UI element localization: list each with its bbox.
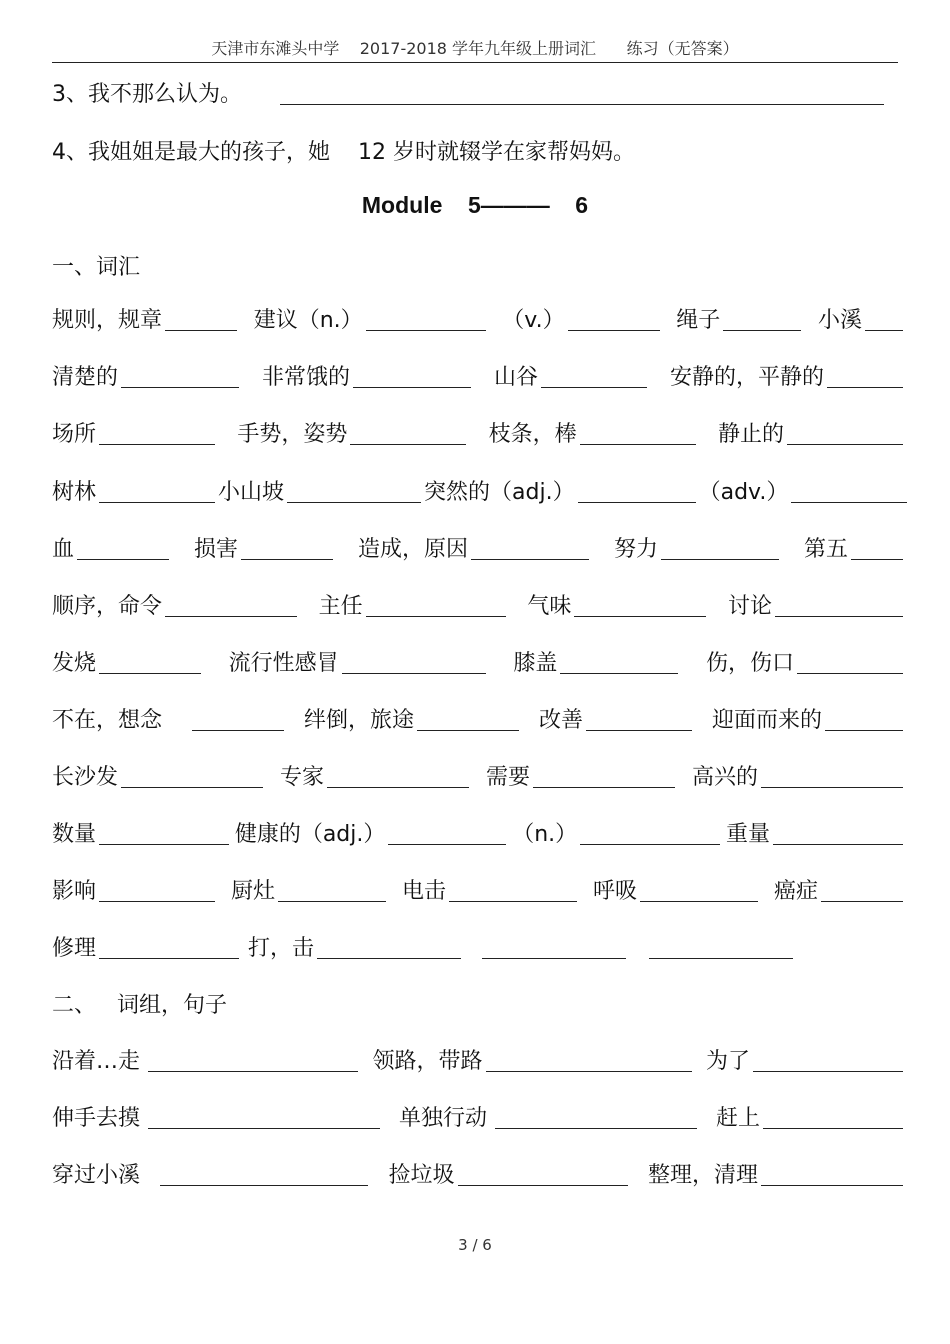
vocab-label: 山谷	[493, 365, 538, 390]
answer-blank[interactable]	[578, 502, 696, 503]
answer-blank[interactable]	[827, 387, 903, 388]
vocab-row	[52, 761, 906, 793]
phrase-row	[52, 1102, 906, 1134]
answer-blank[interactable]	[342, 673, 486, 674]
vocab-label: 电击	[401, 879, 446, 904]
answer-blank[interactable]	[482, 958, 626, 959]
answer-blank[interactable]	[533, 787, 675, 788]
vocab-label: 枝条，棒	[488, 422, 577, 447]
answer-blank[interactable]	[449, 901, 577, 902]
answer-blank[interactable]	[99, 844, 229, 845]
answer-blank[interactable]	[148, 1071, 358, 1072]
sentence-3	[52, 78, 906, 110]
answer-blank[interactable]	[560, 673, 678, 674]
answer-blank[interactable]	[278, 901, 386, 902]
answer-blank[interactable]	[99, 901, 215, 902]
answer-blank[interactable]	[865, 330, 903, 331]
answer-blank[interactable]	[761, 1185, 903, 1186]
vocab-label: 小溪	[817, 308, 862, 333]
answer-blank[interactable]	[649, 958, 793, 959]
answer-blank[interactable]	[165, 616, 297, 617]
answer-blank[interactable]	[317, 958, 461, 959]
vocab-label: 影响	[52, 879, 97, 904]
sentence-3-text: 3、我不那么认为。	[52, 82, 242, 107]
vocab-label: 非常饿的	[261, 365, 350, 390]
vocab-label: 呼吸	[592, 879, 637, 904]
answer-blank[interactable]	[121, 387, 239, 388]
phrase-label: 单独行动	[398, 1106, 487, 1131]
answer-blank[interactable]	[791, 502, 907, 503]
vocab-label: 静止的	[717, 422, 784, 447]
vocab-row	[52, 361, 906, 393]
answer-blank[interactable]	[99, 444, 215, 445]
vocab-label: 数量	[52, 822, 97, 847]
answer-blank[interactable]	[586, 730, 692, 731]
vocab-label: 建议（n.）	[253, 308, 363, 333]
vocab-label: 流行性感冒	[228, 651, 339, 676]
answer-blank[interactable]	[640, 901, 758, 902]
vocab-label: 发烧	[52, 651, 97, 676]
vocab-label: 讨论	[727, 594, 772, 619]
answer-blank[interactable]	[280, 104, 884, 105]
phrase-label: 沿着…走	[52, 1049, 141, 1074]
vocab-row	[52, 476, 906, 508]
phrase-label: 领路，带路	[372, 1049, 483, 1074]
answer-blank[interactable]	[787, 444, 903, 445]
vocab-label: 迎面而来的	[711, 708, 822, 733]
vocab-label: 清楚的	[52, 365, 119, 390]
vocab-label: 主任	[318, 594, 363, 619]
answer-blank[interactable]	[486, 1071, 692, 1072]
sentence-4	[52, 136, 906, 168]
vocab-label: 第五	[803, 537, 848, 562]
sentence-4-text-a: 4、我姐姐是最大的孩子，她	[52, 140, 330, 165]
phrase-label: 赶上	[715, 1106, 760, 1131]
answer-blank[interactable]	[574, 616, 706, 617]
answer-blank[interactable]	[773, 844, 903, 845]
vocab-label: 小山坡	[218, 480, 285, 505]
answer-blank[interactable]	[471, 559, 589, 560]
vocab-label: 损害	[193, 537, 238, 562]
page-header: 天津市东滩头中学 2017-2018 学年九年级上册词汇 练习（无答案）	[211, 39, 739, 58]
section-phrases-title: 二、 词组，句子	[52, 993, 227, 1018]
vocab-row	[52, 304, 906, 336]
answer-blank[interactable]	[417, 730, 519, 731]
answer-blank[interactable]	[775, 616, 903, 617]
vocab-label: 血	[52, 537, 75, 562]
phrase-label: 捡垃圾	[388, 1163, 455, 1188]
answer-blank[interactable]	[366, 616, 506, 617]
answer-blank[interactable]	[541, 387, 647, 388]
vocab-label: 绳子	[676, 308, 721, 333]
vocab-row	[52, 818, 906, 850]
vocab-label: 改善	[538, 708, 583, 733]
answer-blank[interactable]	[763, 1128, 903, 1129]
answer-blank[interactable]	[350, 444, 466, 445]
phrase-label: 为了	[705, 1049, 750, 1074]
vocab-label: 修理	[52, 936, 97, 961]
answer-blank[interactable]	[160, 1185, 368, 1186]
vocab-label: 规则，规章	[52, 308, 163, 333]
vocab-row	[52, 647, 906, 679]
answer-blank[interactable]	[825, 730, 903, 731]
vocab-label: 重量	[725, 822, 770, 847]
answer-blank[interactable]	[353, 387, 471, 388]
answer-blank[interactable]	[366, 330, 486, 331]
phrase-label: 穿过小溪	[52, 1163, 141, 1188]
answer-blank[interactable]	[753, 1071, 903, 1072]
answer-blank[interactable]	[192, 730, 284, 731]
page-number: 3 / 6	[458, 1236, 492, 1254]
vocab-row	[52, 704, 906, 736]
vocab-label: 树林	[52, 480, 97, 505]
answer-blank[interactable]	[148, 1128, 380, 1129]
answer-blank[interactable]	[661, 559, 779, 560]
vocab-label: 努力	[613, 537, 658, 562]
answer-blank[interactable]	[99, 958, 239, 959]
answer-blank[interactable]	[723, 330, 801, 331]
vocab-label: 癌症	[773, 879, 818, 904]
vocab-label: 造成，原因	[357, 537, 468, 562]
section-vocabulary-title: 一、词汇	[52, 255, 141, 280]
answer-blank[interactable]	[580, 844, 720, 845]
phrase-row	[52, 1159, 906, 1191]
vocab-label: 气味	[527, 594, 572, 619]
answer-blank[interactable]	[165, 330, 237, 331]
answer-blank[interactable]	[121, 787, 263, 788]
answer-blank[interactable]	[241, 559, 333, 560]
answer-blank[interactable]	[851, 559, 903, 560]
vocab-label: 专家	[279, 765, 324, 790]
vocab-label: （v.）	[502, 308, 565, 333]
phrase-label: 伸手去摸	[52, 1106, 141, 1131]
answer-blank[interactable]	[388, 844, 506, 845]
vocab-label: 高兴的	[691, 765, 758, 790]
vocab-label: 长沙发	[52, 765, 119, 790]
vocab-label: 顺序，命令	[52, 594, 163, 619]
vocab-label: 健康的（adj.）	[234, 822, 386, 847]
vocab-row	[52, 932, 906, 964]
vocab-label: 安静的，平静的	[669, 365, 824, 390]
vocab-row	[52, 875, 906, 907]
answer-blank[interactable]	[99, 673, 201, 674]
vocab-label: 膝盖	[513, 651, 558, 676]
sentence-4-text-b: 12 岁时就辍学在家帮妈妈。	[358, 140, 635, 165]
vocab-row	[52, 590, 906, 622]
vocab-label: （n.）	[512, 822, 578, 847]
vocab-label: 伤，伤口	[705, 651, 794, 676]
vocab-label: 场所	[52, 422, 97, 447]
vocab-label: 突然的（adj.）	[424, 480, 575, 505]
header-rule	[52, 62, 898, 63]
vocab-row	[52, 533, 906, 565]
answer-blank[interactable]	[761, 787, 903, 788]
answer-blank[interactable]	[568, 330, 660, 331]
answer-blank[interactable]	[99, 502, 215, 503]
vocab-label: 需要	[485, 765, 530, 790]
answer-blank[interactable]	[327, 787, 469, 788]
vocab-label: 打，击	[248, 936, 315, 961]
answer-blank[interactable]	[458, 1185, 628, 1186]
vocab-label: （adv.）	[698, 480, 789, 505]
phrase-label: 整理，清理	[647, 1163, 758, 1188]
vocab-label: 厨灶	[230, 879, 275, 904]
answer-blank[interactable]	[797, 673, 903, 674]
answer-blank[interactable]	[580, 444, 696, 445]
vocab-row	[52, 418, 906, 450]
answer-blank[interactable]	[821, 901, 903, 902]
vocab-label: 不在，想念	[52, 708, 163, 733]
module-title: Module 5——— 6	[361, 192, 589, 218]
vocab-label: 绊倒，旅途	[303, 708, 414, 733]
answer-blank[interactable]	[495, 1128, 697, 1129]
vocab-label: 手势，姿势	[237, 422, 348, 447]
answer-blank[interactable]	[287, 502, 421, 503]
phrase-row	[52, 1045, 906, 1077]
answer-blank[interactable]	[77, 559, 169, 560]
